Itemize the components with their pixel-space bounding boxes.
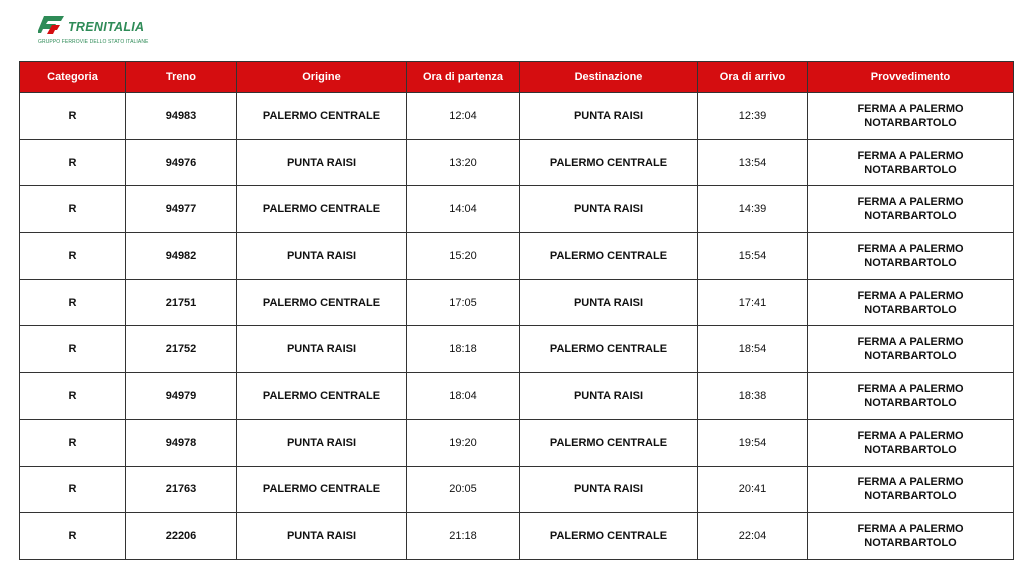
cell-arrivo: 17:41: [698, 279, 808, 326]
cell-destinazione: PUNTA RAISI: [520, 186, 698, 233]
cell-destinazione: PALERMO CENTRALE: [520, 513, 698, 560]
cell-origine: PUNTA RAISI: [237, 419, 407, 466]
cell-treno: 94982: [126, 233, 237, 280]
header-row: [20, 62, 1014, 93]
provvedimento-text: FERMA A PALERMO NOTARBARTOLO: [857, 429, 964, 456]
provvedimento-text: FERMA A PALERMO NOTARBARTOLO: [857, 242, 964, 269]
cell-categoria: R: [20, 466, 126, 513]
cell-provvedimento: [808, 93, 1014, 140]
cell-categoria: R: [20, 419, 126, 466]
cell-destinazione: PUNTA RAISI: [520, 466, 698, 513]
provvedimento-text: FERMA A PALERMO NOTARBARTOLO: [857, 289, 964, 316]
cell-arrivo: 19:54: [698, 419, 808, 466]
cell-origine: PALERMO CENTRALE: [237, 466, 407, 513]
fs-logo-icon: [38, 14, 68, 38]
cell-arrivo: 12:39: [698, 93, 808, 140]
cell-partenza: 12:04: [407, 93, 520, 140]
cell-partenza: 21:18: [407, 513, 520, 560]
column-header: Ora di arrivo: [698, 62, 808, 93]
provvedimento-text: FERMA A PALERMO NOTARBARTOLO: [857, 382, 964, 409]
cell-origine: PALERMO CENTRALE: [237, 93, 407, 140]
table-row: [20, 419, 1014, 466]
timetable: [19, 61, 1014, 560]
cell-partenza: 20:05: [407, 466, 520, 513]
brand-subtitle: GRUPPO FERROVIE DELLO STATO ITALIANE: [38, 39, 149, 45]
cell-categoria: R: [20, 326, 126, 373]
cell-origine: PUNTA RAISI: [237, 233, 407, 280]
column-header: Origine: [237, 62, 407, 93]
cell-treno: 21752: [126, 326, 237, 373]
cell-arrivo: 18:54: [698, 326, 808, 373]
cell-arrivo: 13:54: [698, 139, 808, 186]
cell-treno: 94979: [126, 373, 237, 420]
table-row: [20, 186, 1014, 233]
cell-categoria: R: [20, 186, 126, 233]
cell-provvedimento: [808, 466, 1014, 513]
table-row: [20, 233, 1014, 280]
cell-destinazione: PUNTA RAISI: [520, 279, 698, 326]
table-row: [20, 513, 1014, 560]
cell-categoria: R: [20, 139, 126, 186]
provvedimento-text: FERMA A PALERMO NOTARBARTOLO: [857, 196, 964, 223]
cell-provvedimento: [808, 326, 1014, 373]
cell-partenza: 18:18: [407, 326, 520, 373]
cell-treno: 22206: [126, 513, 237, 560]
cell-categoria: R: [20, 279, 126, 326]
cell-destinazione: PALERMO CENTRALE: [520, 233, 698, 280]
column-header: Treno: [126, 62, 237, 93]
cell-arrivo: 22:04: [698, 513, 808, 560]
cell-partenza: 14:04: [407, 186, 520, 233]
provvedimento-text: FERMA A PALERMO NOTARBARTOLO: [857, 336, 964, 363]
column-header: Ora di partenza: [407, 62, 520, 93]
cell-origine: PALERMO CENTRALE: [237, 373, 407, 420]
cell-partenza: 13:20: [407, 139, 520, 186]
cell-provvedimento: [808, 373, 1014, 420]
cell-treno: 94978: [126, 419, 237, 466]
cell-partenza: 18:04: [407, 373, 520, 420]
cell-destinazione: PUNTA RAISI: [520, 373, 698, 420]
cell-arrivo: 18:38: [698, 373, 808, 420]
table-row: [20, 139, 1014, 186]
cell-origine: PUNTA RAISI: [237, 326, 407, 373]
cell-origine: PALERMO CENTRALE: [237, 186, 407, 233]
cell-treno: 94983: [126, 93, 237, 140]
table-row: [20, 279, 1014, 326]
cell-destinazione: PALERMO CENTRALE: [520, 419, 698, 466]
column-header: Categoria: [20, 62, 126, 93]
cell-treno: 94977: [126, 186, 237, 233]
cell-arrivo: 14:39: [698, 186, 808, 233]
table-row: [20, 93, 1014, 140]
cell-origine: PUNTA RAISI: [237, 513, 407, 560]
cell-provvedimento: [808, 513, 1014, 560]
column-header: Destinazione: [520, 62, 698, 93]
cell-categoria: R: [20, 513, 126, 560]
cell-destinazione: PALERMO CENTRALE: [520, 326, 698, 373]
cell-arrivo: 20:41: [698, 466, 808, 513]
column-header: Provvedimento: [808, 62, 1014, 93]
cell-categoria: R: [20, 233, 126, 280]
cell-origine: PALERMO CENTRALE: [237, 279, 407, 326]
cell-categoria: R: [20, 373, 126, 420]
brand-name: TRENITALIA: [68, 20, 145, 34]
timetable-body: [20, 93, 1014, 560]
cell-partenza: 17:05: [407, 279, 520, 326]
table-row: [20, 326, 1014, 373]
table-row: [20, 466, 1014, 513]
provvedimento-text: FERMA A PALERMO NOTARBARTOLO: [857, 102, 964, 129]
cell-provvedimento: [808, 419, 1014, 466]
provvedimento-text: FERMA A PALERMO NOTARBARTOLO: [857, 476, 964, 503]
cell-arrivo: 15:54: [698, 233, 808, 280]
cell-categoria: R: [20, 93, 126, 140]
cell-provvedimento: [808, 233, 1014, 280]
table-row: [20, 373, 1014, 420]
cell-provvedimento: [808, 139, 1014, 186]
cell-provvedimento: [808, 279, 1014, 326]
cell-provvedimento: [808, 186, 1014, 233]
provvedimento-text: FERMA A PALERMO NOTARBARTOLO: [857, 523, 964, 550]
cell-partenza: 15:20: [407, 233, 520, 280]
cell-destinazione: PALERMO CENTRALE: [520, 139, 698, 186]
provvedimento-text: FERMA A PALERMO NOTARBARTOLO: [857, 149, 964, 176]
cell-origine: PUNTA RAISI: [237, 139, 407, 186]
cell-treno: 21751: [126, 279, 237, 326]
cell-treno: 21763: [126, 466, 237, 513]
trenitalia-logo: [38, 14, 168, 48]
cell-partenza: 19:20: [407, 419, 520, 466]
cell-destinazione: PUNTA RAISI: [520, 93, 698, 140]
cell-treno: 94976: [126, 139, 237, 186]
